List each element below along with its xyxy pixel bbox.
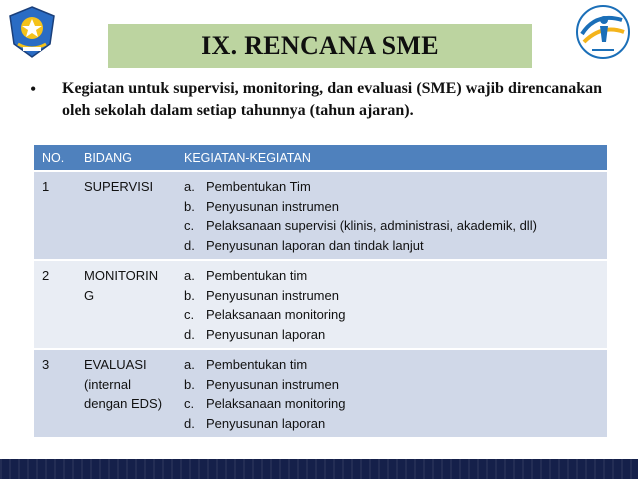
item-letter: c.	[184, 396, 195, 411]
header-no: NO.	[34, 145, 76, 171]
activity-list	[184, 355, 599, 433]
bullet-icon: •	[30, 79, 37, 99]
list-item	[184, 394, 599, 414]
ministry-emblem-icon	[4, 4, 60, 60]
item-letter: a.	[184, 357, 195, 372]
item-text: Penyusunan instrumen	[206, 287, 339, 303]
list-item	[184, 414, 599, 434]
list-item	[184, 355, 599, 375]
item-letter: d.	[184, 326, 195, 342]
list-item	[184, 325, 599, 345]
item-text: Penyusunan laporan	[206, 326, 326, 342]
row-kegiatan	[176, 260, 607, 349]
item-text: Pelaksanaan monitoring	[206, 307, 346, 322]
table-row	[34, 171, 607, 260]
list-item	[184, 197, 599, 217]
header-bidang: BIDANG	[76, 145, 176, 171]
row-no: 1	[34, 171, 76, 260]
activity-list	[184, 177, 599, 255]
list-item	[184, 286, 599, 306]
list-item	[184, 236, 599, 256]
page-title: IX. RENCANA SME	[201, 31, 439, 60]
item-text: Penyusunan instrumen	[206, 376, 339, 392]
table-header-row	[34, 145, 607, 171]
list-item	[184, 177, 599, 197]
table-row	[34, 349, 607, 437]
bullet-paragraph	[30, 78, 602, 122]
list-item	[184, 305, 599, 325]
item-letter: d.	[184, 415, 195, 431]
header-kegiatan: KEGIATAN-KEGIATAN	[176, 145, 607, 171]
list-item	[184, 216, 599, 236]
item-letter: b.	[184, 198, 195, 214]
item-text: Penyusunan instrumen	[206, 198, 339, 214]
item-letter: b.	[184, 287, 195, 303]
list-item	[184, 266, 599, 286]
table-row	[34, 260, 607, 349]
sme-plan-table	[34, 145, 607, 437]
education-logo-icon	[574, 2, 632, 62]
item-letter: a.	[184, 179, 195, 194]
bullet-text: Kegiatan untuk supervisi, monitoring, dan evaluasi (SME) wajib direncanakan oleh sekolah dalam setiap tahunnya (tahun ajaran).	[62, 80, 602, 119]
row-bidang: MONITORIN G	[76, 260, 176, 349]
item-text: Pelaksanaan monitoring	[206, 396, 346, 411]
row-no: 2	[34, 260, 76, 349]
item-text: Pembentukan tim	[206, 268, 308, 283]
row-no: 3	[34, 349, 76, 437]
row-kegiatan	[176, 349, 607, 437]
item-letter: d.	[184, 237, 195, 253]
row-bidang: SUPERVISI	[76, 171, 176, 260]
item-text: Pembentukan Tim	[206, 179, 311, 194]
item-letter: c.	[184, 218, 195, 233]
activity-list	[184, 266, 599, 344]
item-letter: a.	[184, 268, 195, 283]
item-letter: b.	[184, 376, 195, 392]
row-bidang: EVALUASI (internal dengan EDS)	[76, 349, 176, 437]
item-text: Pelaksanaan supervisi (klinis, administrasi, akademik, dll)	[206, 218, 537, 233]
item-text: Pembentukan tim	[206, 357, 308, 372]
item-text: Penyusunan laporan	[206, 415, 326, 431]
footer-band	[0, 459, 638, 479]
row-kegiatan	[176, 171, 607, 260]
title-banner	[108, 24, 532, 68]
item-text: Penyusunan laporan dan tindak lanjut	[206, 237, 424, 253]
list-item	[184, 375, 599, 395]
item-letter: c.	[184, 307, 195, 322]
